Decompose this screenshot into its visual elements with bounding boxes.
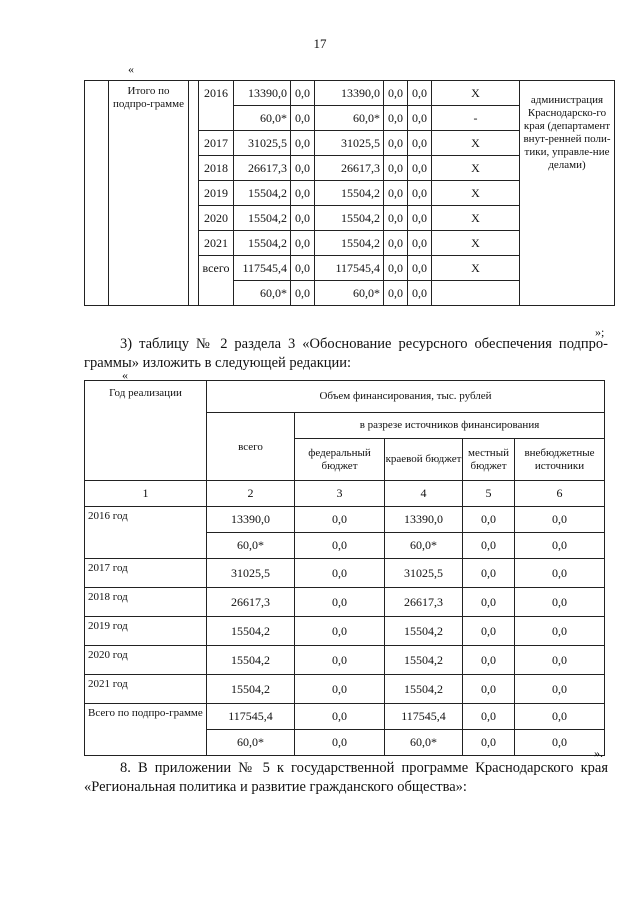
extrabudget-cell: 0,0 [408, 281, 432, 306]
total-cell: 31025,5 [207, 559, 295, 588]
federal-cell: 0,0 [291, 156, 315, 181]
table-row [85, 675, 605, 704]
regional-cell: 60,0* [385, 533, 463, 559]
federal-cell: 0,0 [295, 617, 385, 646]
extrabudget-cell: 0,0 [408, 81, 432, 106]
subprogram-total-label: Итого по подпро-грамме [109, 81, 189, 306]
federal-cell: 0,0 [295, 533, 385, 559]
local-cell: 0,0 [463, 617, 515, 646]
extrabudget-cell: 0,0 [408, 206, 432, 231]
regional-cell: 31025,5 [385, 559, 463, 588]
local-cell: 0,0 [384, 256, 408, 281]
table-row [85, 646, 605, 675]
close-quote: ». [594, 746, 603, 760]
result-mark-cell: X [432, 81, 520, 106]
year-cell: 2018 год [85, 588, 207, 617]
local-cell: 0,0 [463, 559, 515, 588]
federal-cell: 0,0 [291, 256, 315, 281]
total-cell: 117545,4 [234, 256, 291, 281]
total-cell: 31025,5 [234, 131, 291, 156]
responsible-admin-label: администрация Краснодарско-го края (департамент внут-ренней поли-тики, управле-ние делами) [520, 81, 615, 306]
total-cell: 60,0* [234, 281, 291, 306]
table-row [85, 617, 605, 646]
local-cell: 0,0 [463, 533, 515, 559]
year-cell: 2019 [199, 181, 234, 206]
financing-table [84, 380, 605, 756]
open-quote: « [128, 62, 134, 76]
local-cell: 0,0 [384, 281, 408, 306]
column-number: 5 [463, 481, 515, 507]
local-cell: 0,0 [463, 704, 515, 730]
local-cell: 0,0 [384, 181, 408, 206]
total-cell: 26617,3 [234, 156, 291, 181]
extrabudget-cell: 0,0 [515, 646, 605, 675]
result-mark-cell: - [432, 106, 520, 131]
total-cell: 117545,4 [207, 704, 295, 730]
extrabudget-cell: 0,0 [515, 533, 605, 559]
result-mark-cell: X [432, 231, 520, 256]
federal-cell: 0,0 [295, 646, 385, 675]
subprogram-total-table [84, 80, 615, 306]
result-mark-cell: X [432, 181, 520, 206]
total-cell: 13390,0 [234, 81, 291, 106]
federal-cell: 0,0 [295, 675, 385, 704]
year-cell: 2017 год [85, 559, 207, 588]
year-cell: 2017 [199, 131, 234, 156]
header-regional: краевой бюджет [385, 439, 463, 481]
federal-cell: 0,0 [295, 588, 385, 617]
local-cell: 0,0 [384, 131, 408, 156]
blank-cell [85, 81, 109, 306]
local-cell: 0,0 [384, 156, 408, 181]
regional-cell: 15504,2 [315, 206, 384, 231]
total-cell: 15504,2 [207, 646, 295, 675]
local-cell: 0,0 [384, 81, 408, 106]
paragraph-item-8: 8. В приложении № 5 к государственной программе Краснодарского края «Региональная политика и развитие гражданского общества»: [84, 760, 608, 795]
year-cell: 2021 [199, 231, 234, 256]
federal-cell: 0,0 [295, 730, 385, 756]
result-mark-cell: X [432, 131, 520, 156]
federal-cell: 0,0 [291, 81, 315, 106]
extrabudget-cell: 0,0 [408, 256, 432, 281]
extrabudget-cell: 0,0 [408, 131, 432, 156]
table-row [85, 588, 605, 617]
total-cell: 60,0* [207, 533, 295, 559]
year-cell: 2021 год [85, 675, 207, 704]
federal-cell: 0,0 [295, 704, 385, 730]
local-cell: 0,0 [463, 646, 515, 675]
extrabudget-cell: 0,0 [408, 106, 432, 131]
federal-cell: 0,0 [295, 559, 385, 588]
table-row [85, 704, 605, 730]
regional-cell: 60,0* [315, 106, 384, 131]
result-mark-cell: X [432, 206, 520, 231]
year-cell: 2019 год [85, 617, 207, 646]
year-cell: всего [199, 256, 234, 306]
total-cell: 13390,0 [207, 507, 295, 533]
total-cell: 15504,2 [207, 675, 295, 704]
extrabudget-cell: 0,0 [515, 588, 605, 617]
local-cell: 0,0 [463, 588, 515, 617]
regional-cell: 15504,2 [385, 675, 463, 704]
federal-cell: 0,0 [291, 206, 315, 231]
column-number: 1 [85, 481, 207, 507]
table-row [85, 507, 605, 533]
column-number: 3 [295, 481, 385, 507]
header-sources: в разрезе источников финансирования [295, 413, 605, 439]
regional-cell: 26617,3 [385, 588, 463, 617]
header-local: местный бюджет [463, 439, 515, 481]
regional-cell: 26617,3 [315, 156, 384, 181]
federal-cell: 0,0 [291, 231, 315, 256]
header-volume: Объем финансирования, тыс. рублей [207, 381, 605, 413]
regional-cell: 15504,2 [315, 231, 384, 256]
regional-cell: 15504,2 [385, 646, 463, 675]
blank-cell [189, 81, 199, 306]
total-cell: 15504,2 [234, 206, 291, 231]
federal-cell: 0,0 [291, 131, 315, 156]
total-cell: 60,0* [207, 730, 295, 756]
total-cell: 26617,3 [207, 588, 295, 617]
total-cell: 15504,2 [207, 617, 295, 646]
extrabudget-cell: 0,0 [408, 156, 432, 181]
extrabudget-cell: 0,0 [515, 730, 605, 756]
year-cell: 2016 год [85, 507, 207, 559]
local-cell: 0,0 [463, 675, 515, 704]
extrabudget-cell: 0,0 [515, 507, 605, 533]
result-mark-cell [432, 281, 520, 306]
page-number: 17 [313, 36, 327, 51]
regional-cell: 13390,0 [385, 507, 463, 533]
local-cell: 0,0 [384, 106, 408, 131]
federal-cell: 0,0 [291, 281, 315, 306]
open-quote: « [122, 368, 128, 382]
column-number: 2 [207, 481, 295, 507]
total-cell: 60,0* [234, 106, 291, 131]
federal-cell: 0,0 [291, 181, 315, 206]
header-year: Год реализации [85, 381, 207, 481]
extrabudget-cell: 0,0 [515, 704, 605, 730]
close-quote: »; [595, 325, 605, 339]
table-row [85, 559, 605, 588]
extrabudget-cell: 0,0 [515, 617, 605, 646]
federal-cell: 0,0 [291, 106, 315, 131]
local-cell: 0,0 [463, 730, 515, 756]
result-mark-cell: X [432, 256, 520, 281]
year-cell: 2020 [199, 206, 234, 231]
year-cell: 2018 [199, 156, 234, 181]
regional-cell: 13390,0 [315, 81, 384, 106]
regional-cell: 15504,2 [315, 181, 384, 206]
table-row [85, 81, 615, 106]
column-number: 4 [385, 481, 463, 507]
regional-cell: 60,0* [315, 281, 384, 306]
extrabudget-cell: 0,0 [515, 559, 605, 588]
federal-cell: 0,0 [295, 507, 385, 533]
local-cell: 0,0 [384, 231, 408, 256]
column-number: 6 [515, 481, 605, 507]
year-cell: 2020 год [85, 646, 207, 675]
local-cell: 0,0 [463, 507, 515, 533]
result-mark-cell: X [432, 156, 520, 181]
regional-cell: 60,0* [385, 730, 463, 756]
extrabudget-cell: 0,0 [515, 675, 605, 704]
header-total: всего [207, 413, 295, 481]
extrabudget-cell: 0,0 [408, 231, 432, 256]
header-extrabudget: внебюджетные источники [515, 439, 605, 481]
header-federal: федеральный бюджет [295, 439, 385, 481]
local-cell: 0,0 [384, 206, 408, 231]
total-cell: 15504,2 [234, 231, 291, 256]
year-cell: Всего по подпро-грамме [85, 704, 207, 756]
total-cell: 15504,2 [234, 181, 291, 206]
regional-cell: 15504,2 [385, 617, 463, 646]
year-cell: 2016 [199, 81, 234, 131]
regional-cell: 117545,4 [385, 704, 463, 730]
regional-cell: 31025,5 [315, 131, 384, 156]
extrabudget-cell: 0,0 [408, 181, 432, 206]
paragraph-item-3: 3) таблицу № 2 раздела 3 «Обоснование ресурсного обеспечения подпро-граммы» изложить в следующей редакции: [84, 336, 608, 371]
regional-cell: 117545,4 [315, 256, 384, 281]
